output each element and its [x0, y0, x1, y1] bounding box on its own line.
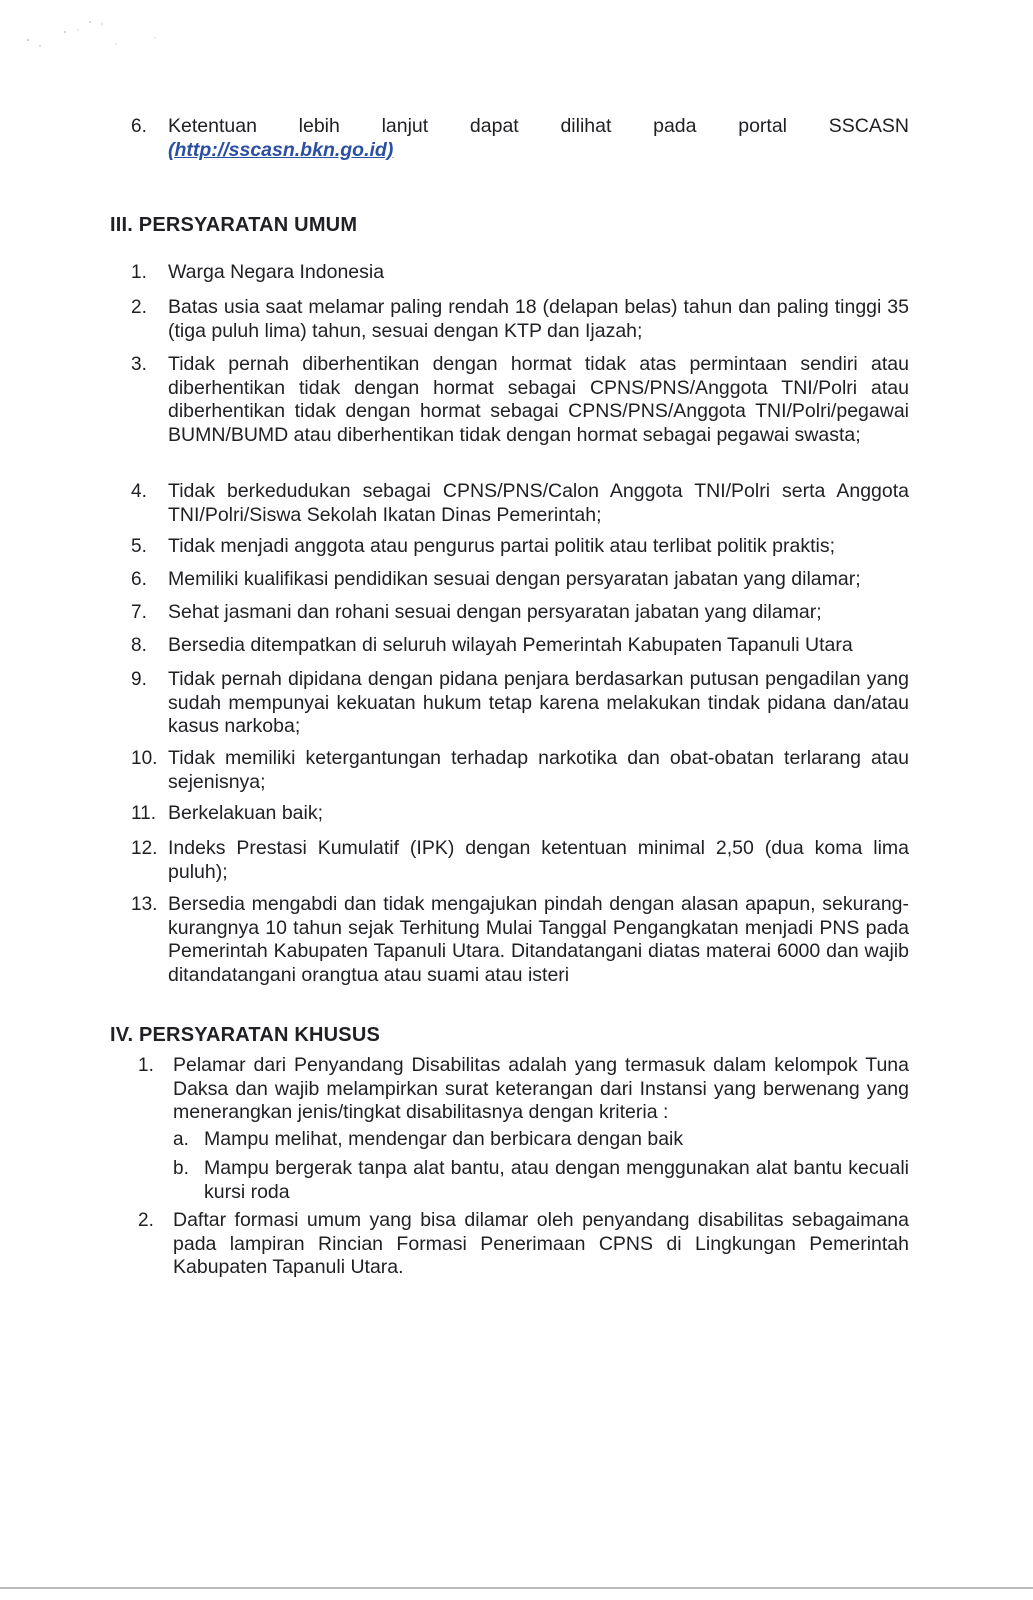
list-text: Tidak berkedudukan sebagai CPNS/PNS/Calon Anggota TNI/Polri serta Anggota TNI/Polri/Siswa Sekolah Ikatan Dinas Pemerintah; [168, 480, 909, 526]
list-number: 1. [131, 262, 147, 283]
list-text: Batas usia saat melamar paling rendah 18 (delapan belas) tahun dan paling tinggi 35 (tiga puluh lima) tahun, sesuai dengan KTP dan Ijazah; [168, 296, 909, 342]
sub-list-letter: a. [173, 1129, 189, 1150]
list-text [168, 115, 909, 162]
list-text: Bersedia ditempatkan di seluruh wilayah Pemerintah Kabupaten Tapanuli Utara [168, 634, 853, 656]
list-item-ii-6 [0, 115, 1033, 167]
page-bottom-rule [0, 1587, 1033, 1589]
list-text: Indeks Prestasi Kumulatif (IPK) dengan ketentuan minimal 2,50 (dua koma lima puluh); [168, 837, 909, 883]
word: dapat [469, 115, 519, 137]
list-number: 7. [131, 602, 147, 623]
list-number: 4. [131, 481, 147, 502]
list-text: Tidak menjadi anggota atau pengurus partai politik atau terlibat politik praktis; [168, 535, 835, 557]
list-number: 2. [131, 297, 147, 318]
list-number: 3. [131, 354, 147, 375]
word: pada [653, 115, 697, 137]
list-number: 10. [131, 748, 158, 769]
list-number: 13. [131, 894, 158, 915]
list-number: 5. [131, 536, 147, 557]
word: SSCASN [828, 115, 909, 137]
section-heading-persyaratan-umum: III. PERSYARATAN UMUM [110, 214, 358, 236]
list-number: 6. [131, 116, 147, 137]
word: portal [738, 115, 787, 137]
scan-specks [20, 10, 180, 60]
list-text: Tidak memiliki ketergantungan terhadap narkotika dan obat-obatan terlarang atau sejenisnya; [168, 747, 909, 793]
list-number: 1. [138, 1055, 154, 1076]
sub-list-text: Mampu bergerak tanpa alat bantu, atau dengan menggunakan alat bantu kecuali kursi roda [204, 1157, 909, 1203]
list-number: 9. [131, 669, 147, 690]
list-text: Berkelakuan baik; [168, 802, 324, 824]
word: lanjut [381, 115, 429, 137]
list-text: Memiliki kualifikasi pendidikan sesuai dengan persyaratan jabatan yang dilamar; [168, 568, 861, 590]
section-heading-persyaratan-khusus: IV. PERSYARATAN KHUSUS [110, 1024, 381, 1046]
word: Ketentuan [168, 115, 257, 137]
sub-list-letter: b. [173, 1158, 189, 1179]
sscasn-link[interactable]: (http://sscasn.bkn.go.id) [168, 138, 394, 161]
list-text: Daftar formasi umum yang bisa dilamar oleh penyandang disabilitas sebagaimana pada lampiran Rincian Formasi Penerimaan CPNS di Lingkungan Pemerintah Kabupaten Tapanuli Utara. [173, 1209, 909, 1278]
list-number: 11. [131, 803, 157, 824]
sub-list-text: Mampu melihat, mendengar dan berbicara dengan baik [204, 1128, 684, 1150]
word: dilihat [560, 115, 612, 137]
list-text: Tidak pernah dipidana dengan pidana penjara berdasarkan putusan pengadilan yang sudah mempunyai kekuatan hukum tetap karena melakukan tindak pidana dan/atau kasus narkoba; [168, 668, 909, 737]
list-number: 2. [138, 1210, 154, 1231]
list-text: Bersedia mengabdi dan tidak mengajukan pindah dengan alasan apapun, sekurang-kurangnya 10 tahun sejak Terhitung Mulai Tanggal Pengangkatan menjadi PNS pada Pemerintah Kabupaten Tapanuli Utara. Ditandatangani diatas materai 6000 dan wajib ditandatangani orangtua atau suami atau isteri [168, 893, 909, 986]
word: lebih [298, 115, 340, 137]
list-text: Pelamar dari Penyandang Disabilitas adalah yang termasuk dalam kelompok Tuna Daksa dan wajib melampirkan surat keterangan dari Instansi yang berwenang yang menerangkan jenis/tingkat disabilitasnya dengan kriteria : [173, 1054, 909, 1123]
list-text: Sehat jasmani dan rohani sesuai dengan persyaratan jabatan yang dilamar; [168, 601, 822, 623]
list-number: 8. [131, 635, 147, 656]
spread-line [168, 115, 909, 139]
list-text: Tidak pernah diberhentikan dengan hormat tidak atas permintaan sendiri atau diberhentikan tidak dengan hormat sebagai CPNS/PNS/Anggota TNI/Polri atau diberhentikan tidak dengan hormat sebagai CPNS/PNS/Anggota TNI/Polri/pegawai BUMN/BUMD atau diberhentikan tidak dengan hormat sebagai pegawai swasta; [168, 353, 909, 446]
list-number: 12. [131, 838, 158, 859]
list-text: Warga Negara Indonesia [168, 261, 385, 283]
list-number: 6. [131, 569, 147, 590]
